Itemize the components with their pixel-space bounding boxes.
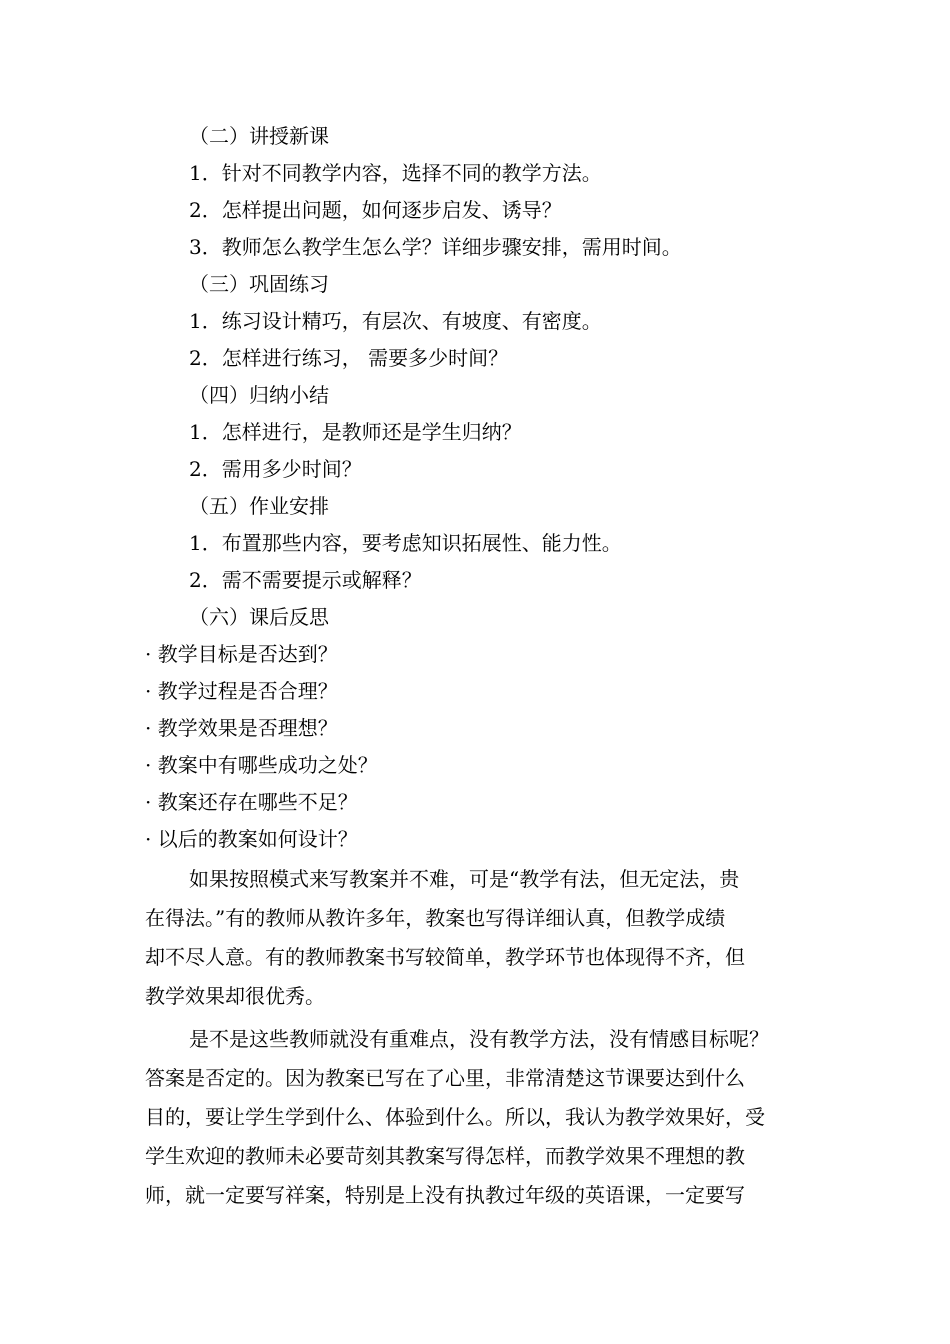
paragraph-line: 答案是否定的。因为教案已写在了心里，非常清楚这节课要达到什么 (145, 1066, 745, 1090)
bullet-item: · 教学目标是否达到？ (145, 642, 338, 666)
bullet-item: · 教学过程是否合理？ (145, 679, 338, 703)
list-item: 1．针对不同教学内容，选择不同的教学方法。 (189, 161, 602, 185)
list-item: 2．需用多少时间？ (189, 457, 362, 481)
paragraph (145, 860, 825, 1016)
section-heading: （五）作业安排 (189, 494, 329, 518)
paragraph-line: 师，就一定要写祥案，特别是上没有执教过年级的英语课，一定要写 (145, 1183, 745, 1207)
outline-list (145, 118, 825, 858)
list-item: 1．练习设计精巧，有层次、有坡度、有密度。 (189, 309, 602, 333)
list-item: 3．教师怎么教学生怎么学？详细步骤安排，需用时间。 (189, 235, 682, 259)
list-item: 2．怎样提出问题，如何逐步启发、诱导？ (189, 198, 562, 222)
bullet-item: · 教案中有哪些成功之处？ (145, 753, 378, 777)
paragraph-line: 在得法。”有的教师从教许多年，教案也写得详细认真，但教学成绩 (145, 906, 726, 930)
paragraph-line: 教学效果却很优秀。 (145, 984, 325, 1008)
body-text (145, 860, 825, 1215)
paragraph-line: 目的，要让学生学到什么、体验到什么。所以，我认为教学效果好，受 (145, 1105, 765, 1129)
section-heading: （六）课后反思 (189, 605, 329, 629)
paragraph-line: 学生欢迎的教师未必要苛刻其教案写得怎样，而教学效果不理想的教 (145, 1144, 745, 1168)
list-item: 2．怎样进行练习， 需要多少时间？ (189, 346, 509, 370)
bullet-item: · 教学效果是否理想？ (145, 716, 338, 740)
list-item: 1．布置那些内容，要考虑知识拓展性、能力性。 (189, 531, 622, 555)
paragraph-line: 是不是这些教师就没有重难点，没有教学方法，没有情感目标呢？ (189, 1027, 769, 1051)
list-item: 1．怎样进行，是教师还是学生归纳？ (189, 420, 522, 444)
section-heading: （二）讲授新课 (189, 124, 329, 148)
bullet-item: · 以后的教案如何设计？ (145, 827, 358, 851)
section-heading: （四）归纳小结 (189, 383, 329, 407)
paragraph-line: 却不尽人意。有的教师教案书写较简单，教学环节也体现得不齐，但 (145, 945, 745, 969)
list-item: 2．需不需要提示或解释？ (189, 568, 422, 592)
section-heading: （三）巩固练习 (189, 272, 329, 296)
bullet-item: · 教案还存在哪些不足？ (145, 790, 358, 814)
paragraph (145, 1020, 825, 1215)
paragraph-line: 如果按照模式来写教案并不难，可是“教学有法，但无定法，贵 (189, 867, 740, 891)
